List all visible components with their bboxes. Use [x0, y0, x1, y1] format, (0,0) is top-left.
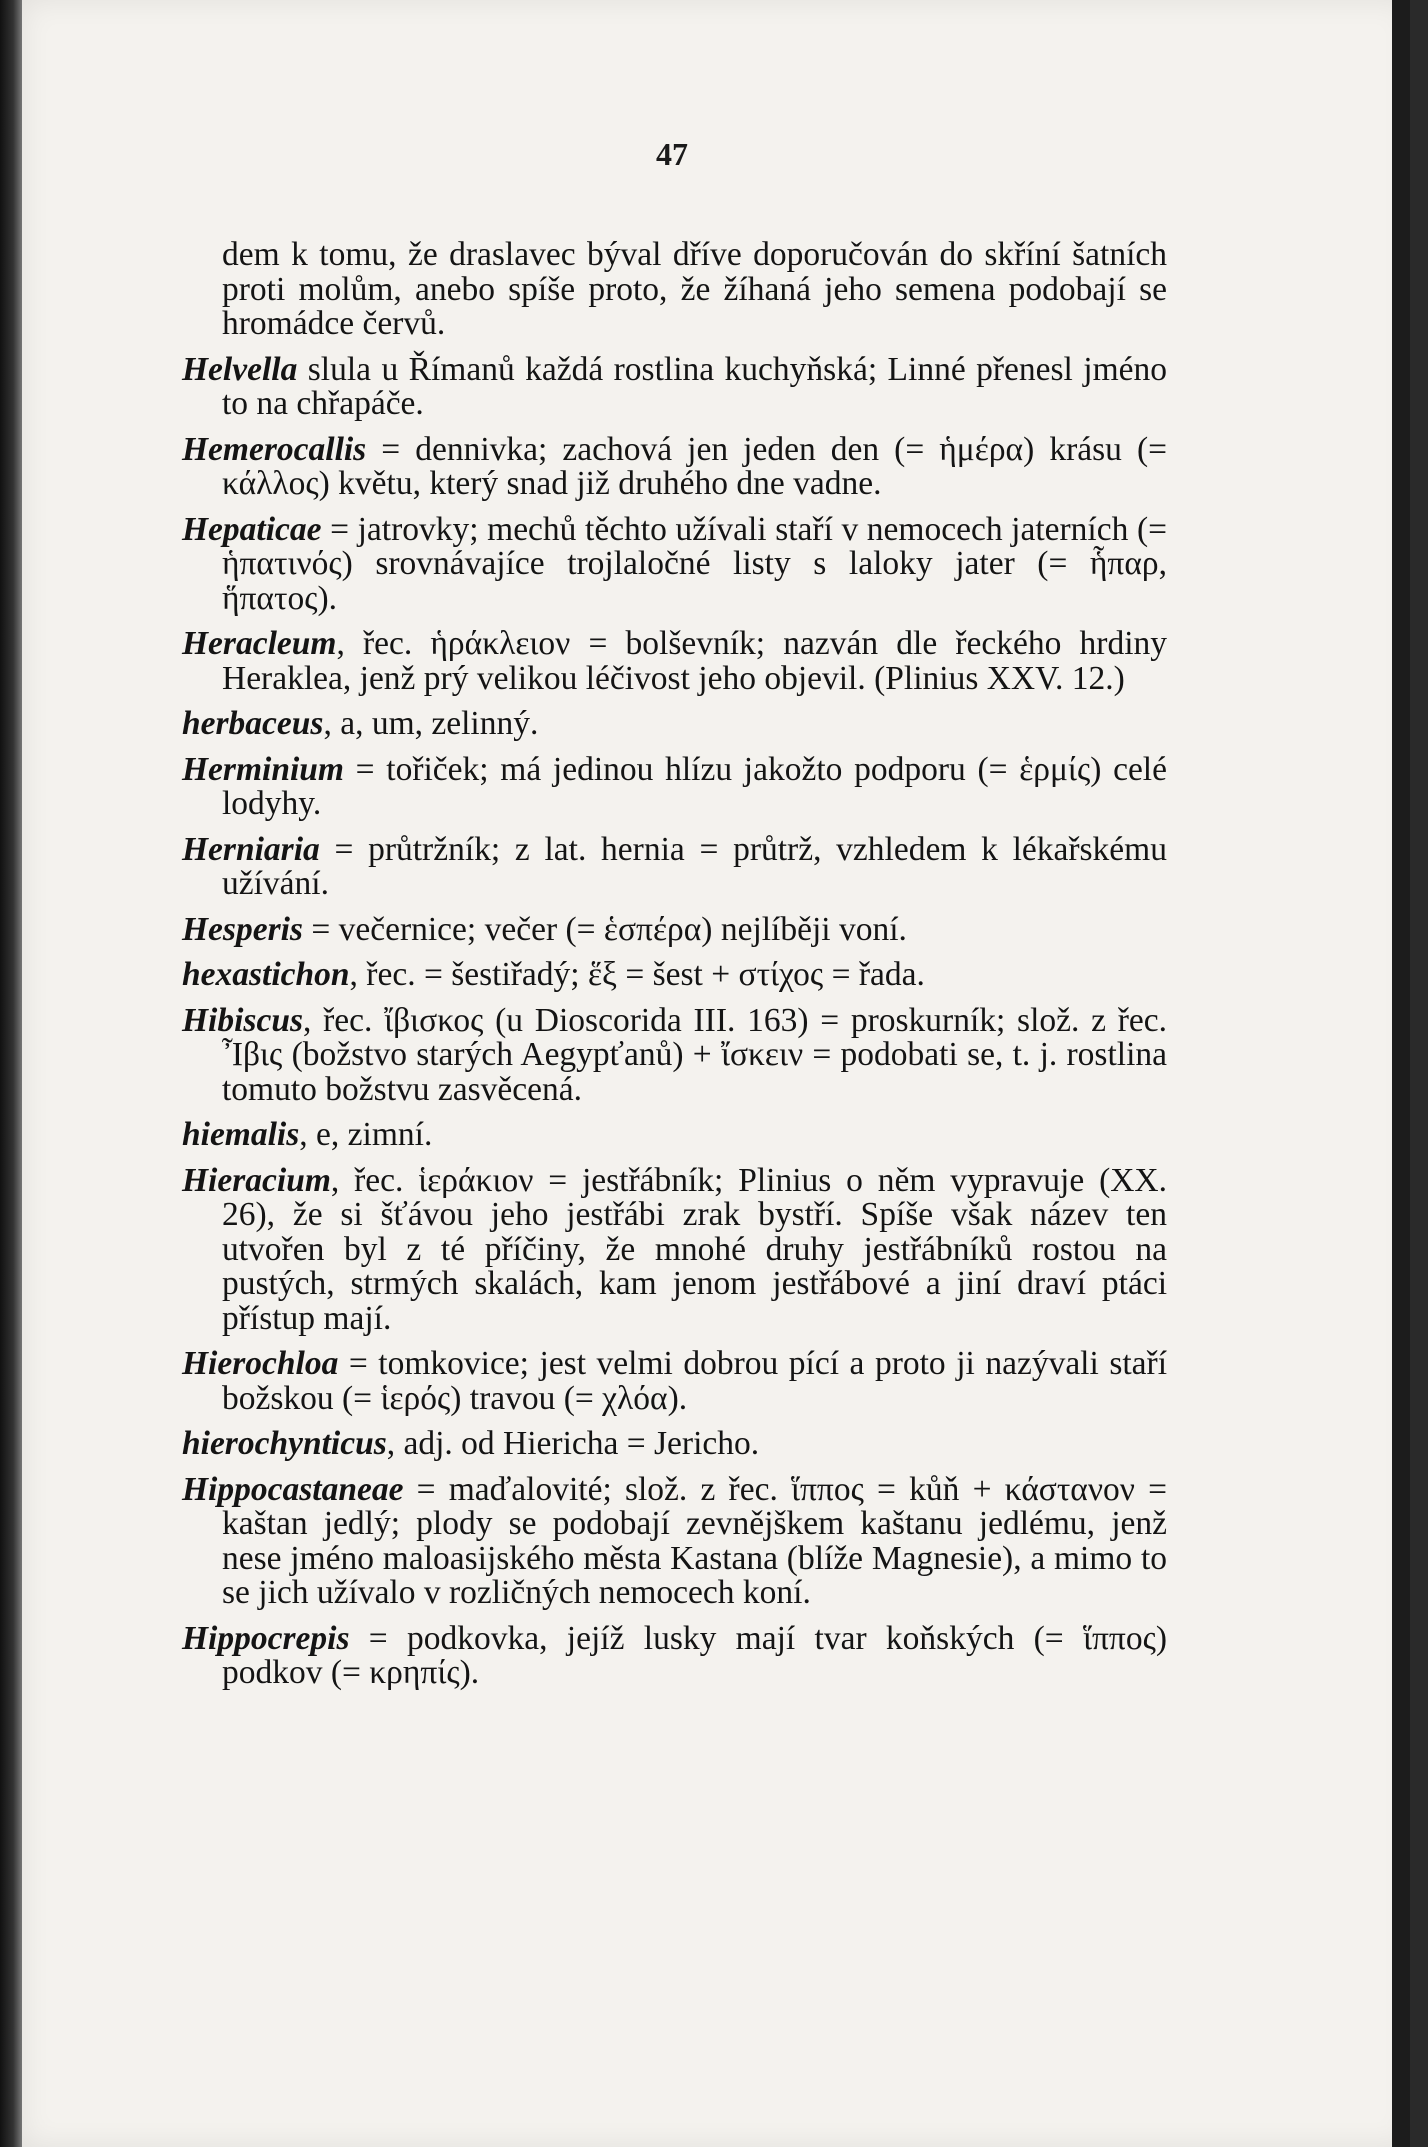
- book-spine-edge: [0, 0, 22, 2147]
- entry-term: Hippocastaneae: [182, 1470, 404, 1508]
- entry-text: , řec. = šestiřadý; ἕξ = šest + στίχος = řada.: [349, 956, 925, 993]
- entry-hesperis: [182, 910, 1167, 948]
- entry-herbaceus: [182, 707, 1167, 742]
- page-number: 47: [656, 136, 688, 172]
- entry-text: , řec. ἱεράκιον = jestřábník; Plinius o něm vypravuje (XX. 26), že si šťávou jeho jestřábi zrak bystří. Spíše však název ten utvořen byl z té příčiny, že mnohé druhy jestřábníků rostou na pustých, strmých skalách, kam jenom jestřábové a jiní draví ptáci přístup mají.: [222, 1161, 1167, 1337]
- entry-term: Herminium: [182, 750, 344, 788]
- entry-term: hierochynticus: [182, 1425, 387, 1462]
- entry-continuation: [182, 238, 1167, 342]
- entry-text: slula u Římanů každá rostlina kuchyňská; Linné přenesl jméno to na chřapáče.: [222, 350, 1167, 422]
- entry-helvella: [182, 350, 1167, 422]
- entry-text: = jatrovky; mechů těchto užívali staří v nemocech jaterních (= ἡπατινός) srovnávajíce trojlaločné listy s laloky jater (= ἧπαρ, ἥπατος).: [222, 510, 1167, 617]
- entry-heracleum: [182, 627, 1167, 696]
- entry-hexastichon: [182, 958, 1167, 993]
- entry-text: = večernice; večer (= ἑσπέρα) nejlíběji voní.: [302, 910, 907, 948]
- entry-text: = dennivka; zachová jen jeden den (= ἡμέρα) krásu (= κάλλος) květu, který snad již druhého dne vadne.: [222, 430, 1167, 502]
- entry-hepaticae: [182, 510, 1167, 617]
- entry-herniaria: [182, 830, 1167, 902]
- entry-text: = tomkovice; jest velmi dobrou pící a proto ji nazývali staří božskou (= ἱερός) travou (= χλόα).: [222, 1345, 1167, 1417]
- entry-text: , adj. od Hiericha = Jericho.: [386, 1425, 760, 1462]
- entry-hiemalis: [182, 1118, 1167, 1153]
- entry-text: dem k tomu, že draslavec býval dříve doporučován do skříní šatních proti molům, anebo spíše proto, že žíhaná jeho semena podobají se hromádce červů.: [222, 236, 1167, 342]
- entry-term: herbaceus: [182, 705, 324, 742]
- entry-text: , řec. ἴβισκος (u Dioscorida III. 163) = proskurník; slož. z řec. Ἶβις (božstvo starých Aegypťanů) + ἴσκειν = podobati se, t. j. rostlina tomuto božstvu zasvěcená.: [222, 1001, 1167, 1108]
- entry-term: hiemalis: [182, 1116, 300, 1153]
- entry-term: Hierochloa: [182, 1345, 339, 1382]
- entry-term: Helvella: [182, 350, 298, 388]
- entry-term: Herniaria: [182, 830, 320, 868]
- entry-hierochloa: [182, 1347, 1167, 1416]
- entry-text: = maďalovité; slož. z řec. ἵππος = kůň + κάστανον = kaštan jedlý; plody se podobají zevnějškem kaštanu jedlému, jenž nese jméno maloasijského města Kastana (blíže Magnesie), a mimo to se jich užívalo v rozličných nemocech koní.: [222, 1470, 1167, 1611]
- entry-hieracium: [182, 1161, 1167, 1337]
- entry-text: , e, zimní.: [299, 1116, 433, 1153]
- entry-term: Hesperis: [182, 910, 303, 948]
- entry-term: Hepaticae: [182, 510, 322, 548]
- entry-term: Hemerocallis: [182, 430, 367, 468]
- book-page: [22, 0, 1410, 2147]
- entry-hibiscus: [182, 1001, 1167, 1108]
- entry-term: Hippocrepis: [182, 1619, 350, 1657]
- page-right-edge: [1392, 0, 1410, 2147]
- entry-term: hexastichon: [182, 956, 350, 993]
- entry-text: , a, um, zelinný.: [323, 705, 539, 742]
- entry-term: Hieracium: [182, 1161, 331, 1199]
- entry-text: = tořiček; má jedinou hlízu jakožto podporu (= ἑρμίς) celé lodyhy.: [222, 750, 1167, 822]
- entry-hemerocallis: [182, 430, 1167, 502]
- entry-text: , řec. ἡράκλειον = bolševník; nazván dle řeckého hrdiny Heraklea, jenž prý velikou léčivost jeho objevil. (Plinius XXV. 12.): [222, 625, 1167, 697]
- entry-text: = průtržník; z lat. hernia = průtrž, vzhledem k lékařskému užívání.: [222, 830, 1167, 902]
- entry-hippocrepis: [182, 1619, 1167, 1691]
- entry-term: Heracleum: [182, 625, 337, 662]
- entry-hippocastaneae: [182, 1470, 1167, 1611]
- dictionary-text: [182, 238, 1167, 1702]
- entry-text: = podkovka, jejíž lusky mají tvar koňských (= ἵππος) podkov (= κρηπίς).: [222, 1619, 1167, 1691]
- entry-herminium: [182, 750, 1167, 822]
- entry-term: Hibiscus: [182, 1001, 303, 1039]
- entry-hierochynticus: [182, 1427, 1167, 1462]
